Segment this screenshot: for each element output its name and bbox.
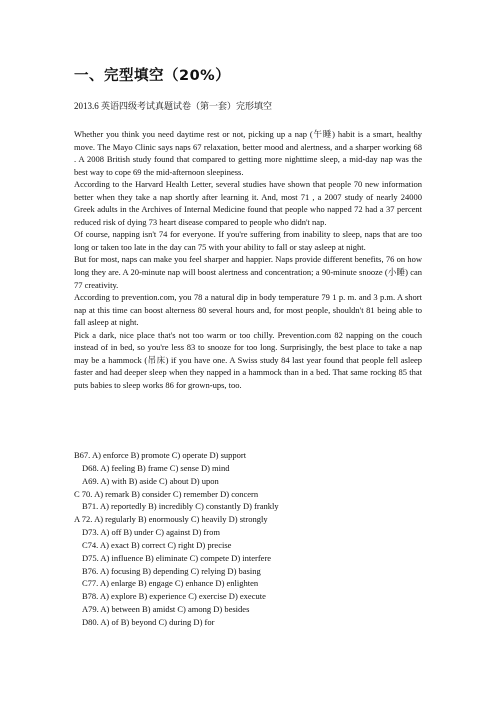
- answer-option-line: A69. A) with B) aside C) about D) upon: [82, 475, 219, 486]
- answer-option-line: C 70. A) remark B) consider C) remember D) concern: [74, 488, 259, 499]
- cloze-passage: [74, 128, 422, 391]
- answer-option-line: B67. A) enforce B) promote C) operate D) support: [74, 450, 247, 460]
- exam-subheading: 2013.6 英语四级考试真题试卷（第一套）完形填空: [74, 101, 273, 111]
- answer-option-line: D68. A) feeling B) frame C) sense D) mind: [82, 462, 230, 473]
- passage-paragraph: Pick a dark, nice place that's not too warm or too chilly. Prevention.com 82 napping on the couch instead of in bed, so you're less 83 to snooze for too long. Surprisingly, the best place to take a nap may be a hammock (吊床) if you have one. A Swiss study 84 last year found that people fell asleep faster and had deeper sleep when they napped in a hammock than in a bed. That same rocking 85 that puts babies to sleep works 86 for grown-ups, too.: [74, 329, 422, 390]
- answer-option-line: C74. A) exact B) correct C) right D) precise: [82, 539, 232, 550]
- answer-option-line: A79. A) between B) amidst C) among D) besides: [82, 604, 250, 615]
- passage-paragraph: Of course, napping isn't 74 for everyone. If you're suffering from inability to sleep, naps that are too long or taken too late in the day can 75 with your ability to fall or stay asleep at night.: [74, 229, 422, 252]
- answer-options-list: [74, 449, 422, 629]
- answer-option-line: B71. A) reportedly B) incredibly C) constantly D) frankly: [82, 501, 279, 512]
- answer-option-line: C77. A) enlarge B) engage C) enhance D) enlighten: [82, 578, 259, 589]
- passage-paragraph: Whether you think you need daytime rest or not, picking up a nap (午睡) habit is a smart, healthy move. The Mayo Clinic says naps 67 relaxation, better mood and alertness, and a sharper working 68 . A 2008 British study found that compared to getting more nighttime sleep, a mid-day nap was the best way to cope 69 the mid-afternoon sleepiness.: [74, 129, 422, 177]
- answer-option-line: D75. A) influence B) eliminate C) compete D) interfere: [82, 552, 272, 563]
- passage-paragraph: But for most, naps can make you feel sharper and happier. Naps provide different benefits, 76 on how long they are. A 20-minute nap will boost alertness and concentration; a 90-minute snooze (小睡) can 77 creativity.: [74, 254, 422, 290]
- section-heading: 一、完型填空（20%）: [74, 68, 231, 84]
- answer-option-line: D73. A) off B) under C) against D) from: [82, 527, 220, 538]
- answer-option-line: D80. A) of B) beyond C) during D) for: [82, 616, 215, 627]
- answer-option-line: B78. A) explore B) experience C) exercise D) execute: [82, 591, 266, 602]
- answer-option-line: A 72. A) regularly B) enormously C) heavily D) strongly: [74, 514, 268, 525]
- passage-paragraph: According to the Harvard Health Letter, several studies have shown that people 70 new information better when they take a nap shortly after learning it. And, most 71 , a 2007 study of nearly 24000 Greek adults in the Archives of Internal Medicine found that people who napped 72 had a 37 percent reduced risk of dying 73 heart disease compared to people who didn't nap.: [74, 179, 422, 227]
- answer-option-line: B76. A) focusing B) depending C) relying D) basing: [82, 565, 261, 576]
- passage-paragraph: According to prevention.com, you 78 a natural dip in body temperature 79 1 p. m. and 3 p.m. A short nap at this time can boost alterness 80 several hours and, for most people, shouldn't 81 being able to fall asleep at night.: [74, 292, 422, 328]
